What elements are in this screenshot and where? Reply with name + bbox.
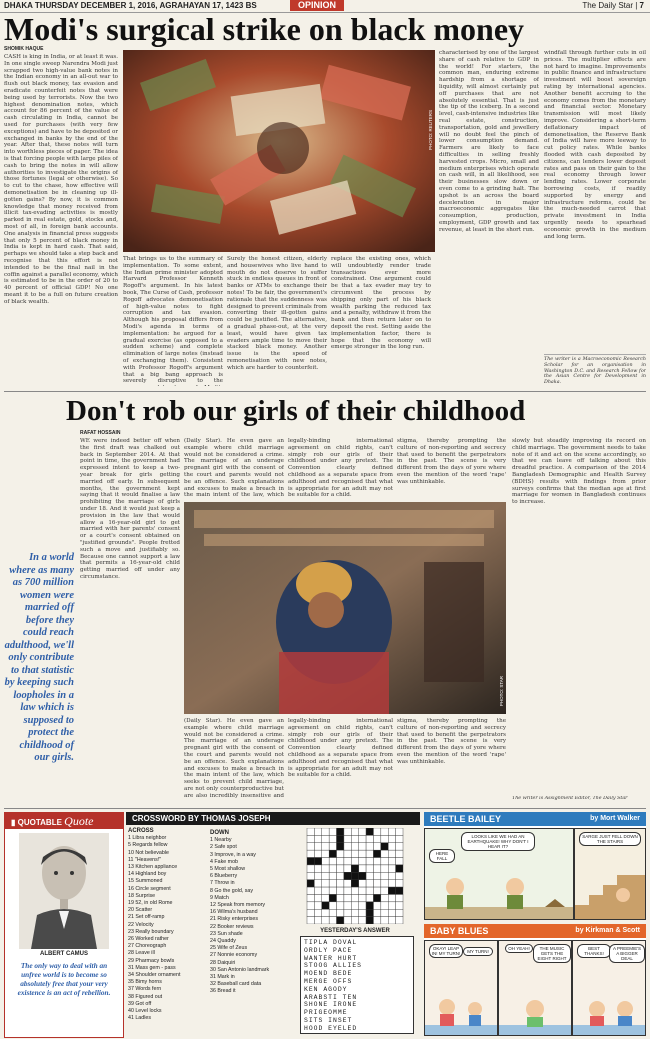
- divider: [4, 808, 646, 809]
- crossword-cell[interactable]: [373, 858, 380, 865]
- crossword-cell[interactable]: [381, 858, 388, 865]
- crossword-cell[interactable]: [359, 909, 366, 916]
- crossword-cell[interactable]: [307, 843, 314, 850]
- down-clue: 36 Bread it: [210, 988, 236, 995]
- crossword-cell[interactable]: [373, 909, 380, 916]
- crossword-cell[interactable]: [322, 902, 329, 909]
- crossword-cell[interactable]: [373, 835, 380, 842]
- crossword-cell[interactable]: [396, 872, 403, 879]
- crossword-cell[interactable]: [381, 872, 388, 879]
- crossword-cell[interactable]: [337, 858, 344, 865]
- down-clues: DOWN 1 Nearby 2 Safe spot 3 Improve, in a way 4 Fake mob 5 Most shallow 6 Blueberry 7 Throw in 8 Go the gold, say 9 Match 12 Speak from memory 16 Wilma's husband 21 Risky enterprises 22 Booker reviews 23 Sun shade 24 Quaddy 25 Wife of Zeus 27 Nonnie economy 28 Daiquiri 30 San Antonio landmark 31 Mark in 32 Baseball card data 36 Bread it: [210, 828, 288, 996]
- baby-bubble-2: MY TURN!: [463, 947, 493, 956]
- crossword-cell[interactable]: [351, 902, 358, 909]
- answer-title: YESTERDAY'S ANSWER: [320, 928, 390, 934]
- crossword-cell[interactable]: [351, 872, 358, 879]
- answer-row: ARABSTI TEN: [304, 993, 358, 1001]
- crossword-cell[interactable]: [373, 872, 380, 879]
- answer-row: MOEND BEDE: [304, 970, 353, 978]
- crossword-cell[interactable]: [314, 858, 321, 865]
- answer-row: PRIGEOMME: [304, 1009, 348, 1017]
- crossword-cell[interactable]: [351, 865, 358, 872]
- down-clue: 31 Mark in: [210, 974, 235, 981]
- crossword-cell[interactable]: [307, 872, 314, 879]
- down-clue: 5 Most shallow: [210, 866, 246, 873]
- crossword-cell[interactable]: [396, 909, 403, 916]
- crossword-cell[interactable]: [344, 858, 351, 865]
- crossword-cell[interactable]: [381, 917, 388, 924]
- article2-col8: stigma, thereby prompting the culture of non-reporting and secrecy that used to benefit the perpetrators in the past. The scene is very different from the days of yore where even the mention of the word 'rape' was unthinkable.: [397, 718, 506, 765]
- crossword-cell[interactable]: [381, 909, 388, 916]
- crossword-cell[interactable]: [373, 865, 380, 872]
- crossword-cell[interactable]: [351, 887, 358, 894]
- crossword-cell[interactable]: [359, 858, 366, 865]
- crossword-cell[interactable]: [314, 894, 321, 901]
- crossword-cell[interactable]: [366, 887, 373, 894]
- crossword-cell[interactable]: [337, 902, 344, 909]
- beetle-bubble-1: LOOKS LIKE WE HAD AN EARTHQUAKE! WHY DON'T I HEAR IT?: [461, 832, 535, 851]
- crossword-cell[interactable]: [359, 872, 366, 879]
- article2-col4: stigma, thereby prompting the culture of non-reporting and secrecy that used to benefit the perpetrators in the past. The scene is very different from the days of yore where even the mention of the word 'rape' was unthinkable.: [397, 438, 506, 485]
- crossword-cell[interactable]: [314, 865, 321, 872]
- article1-col5: characterised by one of the largest share of cash relative to GDP in the world! For starters, the common man, enduring extreme hardship from a shortage of liquidity, will almost certainly put off purchases that are not absolutely essential. That is just the tip of the iceberg. In a second level, cash-intensive industries like real estate, construction, transportation, gold and jewellery will no doubt feel the pinch of lower consumption demand. Farmers are likely to face difficulties in selling freshly harvested crops. Micro, small and medium enterprises which operate on cash will, in all likelihood, see their businesses slow down or even come to a grinding halt. The upshot is an across the board deceleration in major macroeconomic aggregates like consumption, production, employment, GDP growth and tax revenue, at least in the short run.: [439, 50, 539, 233]
- crossword-cell[interactable]: [351, 917, 358, 924]
- down-clue: 7 Throw in: [210, 880, 235, 887]
- masthead-right: The Daily Star | 7: [582, 1, 644, 10]
- crossword-cell[interactable]: [329, 917, 336, 924]
- crossword-cell[interactable]: [381, 850, 388, 857]
- crossword-cell[interactable]: [373, 917, 380, 924]
- crossword-cell[interactable]: [381, 865, 388, 872]
- crossword-cell[interactable]: [351, 850, 358, 857]
- crossword-title: CROSSWORD BY THOMAS JOSEPH: [126, 812, 420, 825]
- answer-row: KEN AGODY: [304, 985, 348, 993]
- crossword-cell[interactable]: [329, 894, 336, 901]
- answer-row: SHONE IRONE: [304, 1001, 358, 1009]
- crossword-cell[interactable]: [359, 850, 366, 857]
- crossword-cell[interactable]: [359, 880, 366, 887]
- crossword-cell[interactable]: [396, 880, 403, 887]
- crossword-cell[interactable]: [396, 894, 403, 901]
- crossword-cell[interactable]: [381, 843, 388, 850]
- crossword-cell[interactable]: [344, 894, 351, 901]
- crossword-cell[interactable]: [359, 917, 366, 924]
- article2-title[interactable]: Don't rob our girls of their childhood: [66, 395, 526, 427]
- down-clue: 24 Quaddy: [210, 938, 236, 945]
- crossword-cell[interactable]: [388, 872, 395, 879]
- crossword-cell[interactable]: [366, 828, 373, 835]
- crossword-cell[interactable]: [307, 828, 314, 835]
- crossword-cell[interactable]: [307, 902, 314, 909]
- crossword-cell[interactable]: [322, 865, 329, 872]
- across-clues: ACROSS 1 Libra neighbor 5 Regards fellow 10 Not believable 11 "Heavens!" 13 Kitchen appliance 14 Highland boy 15 Summoned 16 Circle segment 18 Surprise 19 52, in old Rome 20 Scatter 21 Set off-ramp 22 Velocity 23 Really boundary 26 Worked rather 27 Choreograph 28 Leave ill 29 Pharmacy bowls 31 Mass gem - pass 34 Shoulder ornament 35 Bimy horns 37 Words fern 38 Figured out 39 Got off 40 Level locks 41 Ladles: [128, 828, 208, 1022]
- crossword-cell[interactable]: [388, 917, 395, 924]
- crossword-cell[interactable]: [329, 865, 336, 872]
- across-clue: 26 Worked rather: [128, 936, 169, 943]
- crossword-cell[interactable]: [314, 880, 321, 887]
- crossword-cell[interactable]: [337, 880, 344, 887]
- across-clue: 21 Set off-ramp: [128, 914, 165, 921]
- crossword-cell[interactable]: [388, 880, 395, 887]
- crossword-cell[interactable]: [344, 843, 351, 850]
- across-clue: 15 Summoned: [128, 878, 163, 885]
- crossword-section: [126, 812, 420, 1036]
- down-clue: 25 Wife of Zeus: [210, 945, 248, 952]
- article2-col1: WE were indeed better off when the first draft was chalked out back in September 2014. At that point in time, the government had expressed intent to keep a two-year break for girls getting married off early. In subsequent months, the government kept saying that it would finalise a law prohibiting the marriage of girls under 18. And it would just keep a provision in the law that would allow a 16-year-old girl to get married with her parents' consent or a court's consent obtained on "justified grounds". People fretted such a move and justifiably so. Because one cannot support a law that permits a 16-year-old child getting married off under any circumstance.: [80, 438, 180, 580]
- crossword-cell[interactable]: [359, 835, 366, 842]
- article2-byline: RAFAT HOSSAIN: [80, 430, 121, 436]
- crossword-cell[interactable]: [388, 835, 395, 842]
- crossword-cell[interactable]: [366, 917, 373, 924]
- crossword-cell[interactable]: [351, 835, 358, 842]
- crossword-cell[interactable]: [337, 887, 344, 894]
- article2-image-credit: PHOTO: STAR: [499, 675, 504, 706]
- baby-panel-1: [424, 940, 498, 1036]
- crossword-cell[interactable]: [381, 894, 388, 901]
- across-clue: 1 Libra neighbor: [128, 835, 167, 842]
- quote-header: ▮ QUOTABLE Quote: [5, 813, 123, 829]
- article1-col2: That brings us to the summary of implementation. To some extent, the Indian prime minister adopted Harvard Professor Kenneth Rogoff's argument. In his latest book, The Curse of Cash, professor Rogoff advocates demonetisation of high-value notes to fight corruption and tax evasion. Although his proposal differs from Modi's agenda in terms of implementation: he argued for a gradual exercise (as opposed to a sudden scheme) and complete elimination of large notes (instead of exchanging them). Consistent with Professor Rogoff's argument that a big bang approach is severely disruptive to the: [123, 256, 223, 385]
- quote-box: [4, 812, 124, 1038]
- crossword-cell[interactable]: [344, 917, 351, 924]
- crossword-cell[interactable]: [366, 902, 373, 909]
- article1-col3: Surely the honest citizen, elderly and housewives who live hand to mouth do not deserve to suffer stuck in endless queues in front of banks or ATMs to exchange their notes! To be fair, the government's rationale that the suddenness was designed to prevent criminals from converting their ill-gotten gains could be justified. The alternative, a gradual phase-out, at the very least, would have given tax evaders ample time to move their stacked black money. Another issue is the speed of remonetisation with new notes, which are harder to counterfeit.: [227, 256, 327, 371]
- crossword-cell[interactable]: [322, 872, 329, 879]
- baby-bubble-6: A PREEMIE'S A BIGGER DEAL: [609, 944, 645, 963]
- article2-col6: (Daily Star). He even gave an example where child marriage would not be considered a crime. The marriage of an underage pregnant girl with the consent of the court and parents would not be an offence. Such explanations and excuses to make a breach in the main intent of the law, which seeks to prevent child marriage, are not only counterproductive but are also incredibly insensitive and: [184, 718, 284, 798]
- crossword-cell[interactable]: [344, 865, 351, 872]
- crossword-cell[interactable]: [366, 894, 373, 901]
- crossword-cell[interactable]: [388, 858, 395, 865]
- across-clue: 11 "Heavens!": [128, 856, 162, 863]
- across-clue: 38 Figured out: [128, 993, 163, 1000]
- across-clue: 19 52, in old Rome: [128, 900, 173, 907]
- crossword-cell[interactable]: [366, 880, 373, 887]
- crossword-cell[interactable]: [314, 843, 321, 850]
- quote-icon: ▮: [11, 818, 18, 827]
- down-clue: 23 Sun shade: [210, 930, 243, 937]
- article2-author-note: The writer is Assignment Editor, The Daily Star: [512, 796, 628, 801]
- crossword-cell[interactable]: [388, 902, 395, 909]
- crossword-cell[interactable]: [322, 850, 329, 857]
- crossword-cell[interactable]: [329, 858, 336, 865]
- crossword-cell[interactable]: [373, 902, 380, 909]
- section-label: OPINION: [290, 0, 344, 11]
- answer-row: SITS INSET: [304, 1016, 353, 1024]
- crossword-cell[interactable]: [359, 828, 366, 835]
- crossword-cell[interactable]: [388, 828, 395, 835]
- down-clue: 12 Speak from memory: [210, 902, 266, 909]
- crossword-cell[interactable]: [307, 850, 314, 857]
- quote-text: The only way to deal with an unfree world is to become so absolutely free that your very existence is an act of rebellion.: [17, 961, 111, 997]
- crossword-cell[interactable]: [344, 909, 351, 916]
- crossword-cell[interactable]: [344, 880, 351, 887]
- crossword-cell[interactable]: [337, 909, 344, 916]
- answer-row: WANTER HURT: [304, 954, 358, 962]
- crossword-cell[interactable]: [329, 887, 336, 894]
- crossword-cell[interactable]: [366, 909, 373, 916]
- crossword-cell[interactable]: [351, 894, 358, 901]
- crossword-cell[interactable]: [337, 894, 344, 901]
- beetle-panel-2: [574, 828, 646, 920]
- crossword-cell[interactable]: [314, 902, 321, 909]
- down-clue: 32 Baseball card data: [210, 981, 262, 988]
- crossword-cell[interactable]: [359, 887, 366, 894]
- crossword-cell[interactable]: [359, 865, 366, 872]
- crossword-cell[interactable]: [314, 828, 321, 835]
- across-clue: 22 Velocity: [128, 921, 154, 928]
- crossword-cell[interactable]: [307, 835, 314, 842]
- crossword-cell[interactable]: [381, 887, 388, 894]
- across-clue: 16 Circle segment: [128, 885, 171, 892]
- crossword-cell[interactable]: [396, 902, 403, 909]
- crossword-cell[interactable]: [366, 850, 373, 857]
- answer-row: TIPLA DOVAL: [304, 939, 358, 946]
- crossword-cell[interactable]: [337, 828, 344, 835]
- crossword-cell[interactable]: [307, 865, 314, 872]
- article2-pullquote: In a world where as many as 700 million women were married off before they could reach adulthood, we'll only contribute to that statistic by keeping such loopholes in a law which is supposed to protect the childhood of our girls.: [4, 552, 74, 763]
- baby-panel-3: [572, 940, 646, 1036]
- crossword-cell[interactable]: [373, 887, 380, 894]
- baby-bubble-4: THE MUSIC GETS THE EIGHT RIGHT: [533, 944, 571, 963]
- crossword-cell[interactable]: [314, 872, 321, 879]
- crossword-cell[interactable]: [344, 850, 351, 857]
- crossword-cell[interactable]: [329, 872, 336, 879]
- crossword-cell[interactable]: [307, 894, 314, 901]
- crossword-cell[interactable]: [373, 880, 380, 887]
- beetle-panel-1: [424, 828, 574, 920]
- article1-col6: windfall through further cuts in oil prices. The multiplier effects are not hard to imagine. Improvements in public finance and infrastructure investment will boost sovereign rating by international agencies. Another benefit accruing to the economy comes from the monetary and financial sector. Monetary transmission will most likely improve. Considering a short-term deflationary impact of demonetisation, the Reserve Bank of India will have more leeway to cut policy rates. While banks flooded with cash deposited by citizens, can lenders lower deposit rates and pass on their gain to the real economy through lower lending rates. Lower corporate borrowing costs, if readily supported by energy and infrastructure reforms, could be the much-needed carrot that private investment in India urgently needs to spearhead economic growth in the medium and long term.: [544, 50, 646, 240]
- quote-author: ALBERT CAMUS: [40, 951, 88, 957]
- crossword-cell[interactable]: [381, 828, 388, 835]
- crossword-cell[interactable]: [337, 835, 344, 842]
- article1-title[interactable]: Modi's surgical strike on black money: [4, 11, 525, 47]
- crossword-cell[interactable]: [366, 843, 373, 850]
- article1-byline: SHOMIK HAQUE: [4, 46, 44, 52]
- across-clue: 5 Regards fellow: [128, 842, 168, 849]
- crossword-cell[interactable]: [307, 909, 314, 916]
- baby-bubble-5: BEST THANKS!: [577, 944, 611, 958]
- across-clue: 23 Really boundary: [128, 928, 174, 935]
- crossword-cell[interactable]: [337, 917, 344, 924]
- across-clue: 31 Mass gem - pass: [128, 964, 176, 971]
- crossword-cell[interactable]: [322, 917, 329, 924]
- crossword-cell[interactable]: [344, 835, 351, 842]
- article2-image: [184, 502, 506, 714]
- crossword-cell[interactable]: [344, 872, 351, 879]
- crossword-cell[interactable]: [373, 894, 380, 901]
- baby-bubble-3: OH YEAH!: [505, 944, 533, 953]
- down-clue: 21 Risky enterprises: [210, 916, 258, 923]
- crossword-cell[interactable]: [329, 843, 336, 850]
- crossword-cell[interactable]: [373, 843, 380, 850]
- across-clue: 41 Ladles: [128, 1015, 151, 1022]
- crossword-cell[interactable]: [373, 828, 380, 835]
- crossword-cell[interactable]: [307, 887, 314, 894]
- down-clue: 22 Booker reviews: [210, 923, 254, 930]
- across-clue: 29 Pharmacy bowls: [128, 957, 175, 964]
- crossword-cell[interactable]: [388, 887, 395, 894]
- beetle-bubble-2: HERE FALL: [429, 849, 455, 863]
- crossword-cell[interactable]: [329, 850, 336, 857]
- down-clue: 4 Fake mob: [210, 858, 238, 865]
- crossword-cell[interactable]: [322, 894, 329, 901]
- crossword-cell[interactable]: [337, 843, 344, 850]
- article1-image: [123, 50, 435, 252]
- dateline: DHAKA THURSDAY DECEMBER 1, 2016, AGRAHAYAN 17, 1423 BS: [4, 1, 257, 10]
- crossword-cell[interactable]: [322, 887, 329, 894]
- crossword-cell[interactable]: [337, 872, 344, 879]
- crossword-cell[interactable]: [388, 894, 395, 901]
- crossword-cell[interactable]: [322, 909, 329, 916]
- across-clue: 28 Leave ill: [128, 950, 155, 957]
- beetle-bailey-strip: [424, 812, 646, 920]
- down-clue: 27 Nonnie economy: [210, 952, 258, 959]
- crossword-cell[interactable]: [351, 858, 358, 865]
- down-clue: 1 Nearby: [210, 837, 232, 844]
- article2-col5: slowly but steadily improving its record on child marriage. The government needs to take note of it and act on the scene accordingly, so that we can leave off talking about this dreadful practice. A comparison of the 2014 Bangladesh Demographic and Health Survey (BDHS) results with findings from prior surveys confirms that the median age at first marriage for women in Bangladesh continues to increase.: [512, 438, 646, 506]
- crossword-cell[interactable]: [373, 850, 380, 857]
- crossword-cell[interactable]: [396, 858, 403, 865]
- across-clue: 39 Got off: [128, 1000, 152, 1007]
- across-clue: 40 Level locks: [128, 1008, 162, 1015]
- down-clue: 3 Improve, in a way: [210, 851, 256, 858]
- crossword-cell[interactable]: [329, 835, 336, 842]
- crossword-cell[interactable]: [344, 887, 351, 894]
- answer-row: STOOG ALLIES: [304, 962, 363, 970]
- crossword-grid[interactable]: [292, 828, 418, 924]
- crossword-cell[interactable]: [351, 909, 358, 916]
- crossword-cell[interactable]: [307, 880, 314, 887]
- article1-col4: replace the existing ones, which will undoubtedly render trade transactions ever more constrained. One argument could be that a tax evader may try to circumvent the process by shipping only part of his black wealth parking the reduced tax and a penalty, withdraw it from the bank and then return later on to deposit the rest. Setting aside the implementation factor, there is hope that the economy will emerge stronger in the long run.: [331, 256, 431, 351]
- camus-portrait: [19, 833, 109, 949]
- down-clue: 28 Daiquiri: [210, 959, 236, 966]
- beetle-bubble-3: SARGE JUST FELL DOWN THE STAIRS: [579, 832, 641, 846]
- crossword-cell[interactable]: [314, 850, 321, 857]
- crossword-cell[interactable]: [314, 887, 321, 894]
- baby-blues-strip: [424, 924, 646, 1036]
- crossword-cell[interactable]: [322, 835, 329, 842]
- crossword-cell[interactable]: [396, 865, 403, 872]
- crossword-cell[interactable]: [322, 843, 329, 850]
- crossword-cell[interactable]: [337, 865, 344, 872]
- crossword-cell[interactable]: [366, 872, 373, 879]
- answer-grid: [300, 936, 414, 1034]
- crossword-cell[interactable]: [351, 880, 358, 887]
- crossword-cell[interactable]: [359, 902, 366, 909]
- crossword-cell[interactable]: [396, 850, 403, 857]
- crossword-cell[interactable]: [344, 902, 351, 909]
- crossword-cell[interactable]: [381, 835, 388, 842]
- baby-bubble-1: OKAY! LEAP IN! MY TURN!: [429, 944, 463, 958]
- crossword-cell[interactable]: [359, 894, 366, 901]
- article2-col7: legally-binding international agreement on child rights, can't simply rob our girls of their childhood under any pretext. The Convention clearly defined childhood as a separate space from adulthood and recognised that what is appropriate for an adult may not be suitable for a child.: [288, 718, 393, 779]
- down-clue: 2 Safe spot: [210, 844, 237, 851]
- beetle-bailey-header: BEETLE BAILEY by Mort Walker: [424, 812, 646, 826]
- across-clue: 13 Kitchen appliance: [128, 864, 178, 871]
- crossword-cell[interactable]: [307, 858, 314, 865]
- down-clue: 8 Go the gold, say: [210, 887, 253, 894]
- answer-row: ORDLY PACE: [304, 946, 353, 954]
- crossword-cell[interactable]: [381, 880, 388, 887]
- crossword-cell[interactable]: [388, 843, 395, 850]
- crossword-cell[interactable]: [396, 828, 403, 835]
- down-clue: 6 Blueberry: [210, 873, 238, 880]
- crossword-cell[interactable]: [344, 828, 351, 835]
- crossword-cell[interactable]: [322, 828, 329, 835]
- crossword-cell[interactable]: [337, 850, 344, 857]
- across-clue: 10 Not believable: [128, 849, 169, 856]
- crossword-cell[interactable]: [314, 917, 321, 924]
- article2-col3: legally-binding international agreement on child rights, can't simply rob our girls of their childhood under any pretext. The Convention clearly defined childhood as a separate space from adulthood and recognised that what is appropriate for an adult may not be suitable for a child.: [288, 438, 393, 498]
- across-clue: 37 Words fern: [128, 986, 162, 993]
- article1-author-note: The writer is a Macroeconomic Research Scholar for an organisation in Washington D.C. and Research Fellow for the Asian Centre for Development in Dhaka.: [544, 354, 646, 389]
- crossword-cell[interactable]: [388, 850, 395, 857]
- crossword-cell[interactable]: [351, 843, 358, 850]
- answer-row: HOOD EYELED: [304, 1024, 358, 1032]
- across-clue: 14 Highland boy: [128, 871, 167, 878]
- crossword-cell[interactable]: [366, 865, 373, 872]
- across-clue: 27 Choreograph: [128, 943, 167, 950]
- crossword-cell[interactable]: [351, 828, 358, 835]
- baby-panel-2: [498, 940, 572, 1036]
- article1-image-credit: PHOTO: REUTERS: [428, 110, 433, 150]
- crossword-cell[interactable]: [322, 858, 329, 865]
- crossword-cell[interactable]: [381, 902, 388, 909]
- crossword-cell[interactable]: [366, 858, 373, 865]
- crossword-cell[interactable]: [329, 828, 336, 835]
- across-clue: 34 Shoulder ornament: [128, 972, 181, 979]
- crossword-cell[interactable]: [307, 917, 314, 924]
- crossword-cell[interactable]: [388, 865, 395, 872]
- crossword-cell[interactable]: [396, 835, 403, 842]
- answer-row: MERGE OFFS: [304, 977, 353, 985]
- across-clue: 35 Bimy horns: [128, 979, 162, 986]
- crossword-cell[interactable]: [388, 909, 395, 916]
- across-clue: 18 Surprise: [128, 892, 156, 899]
- crossword-cell[interactable]: [314, 909, 321, 916]
- baby-blues-header: BABY BLUES by Kirkman & Scott: [424, 924, 646, 938]
- article1-col1: CASH is king in India, or at least it was. In one single sweep Narendra Modi just scrapped two high-value bank notes in the Indian economy in an all-out war to flush out black money, tax evasion and eradicate counterfeit notes that were being used by terrorists. Now the two highest denomination notes, which account for 86 percent of the value of cash circulating in India, cannot be used for purchases (with very few exceptions) and have to be deposited or exchanged in banks by the end of the year. After that, these notes will turn into worthless pieces of paper. The idea is that forcing people with large piles of cash to bring the notes in will allow authorities to investigate the origins of those fortunes (legal or otherwise). So to cut to the chase, how effective will demonetisation be in cleaning up ill-gotten gains? By now, it is common knowledge that money received from illicit tax-evading activities is mostly parked in real estate, gold, stocks and, most of all, in foreign bank accounts. One analysis in financial press suggests that only 5 percent of black money in India is kept in hard cash. That said, perhaps we should take a step back and recognise that this effort is not intended to be the final nail in the coffin against a parallel economy, which is estimated to be in the order of 20 to 40 percent of official GDP! No one meant it to be a full on future creation of black wealth.: [4, 54, 118, 305]
- crossword-cell[interactable]: [329, 902, 336, 909]
- crossword-cell[interactable]: [329, 880, 336, 887]
- divider: [4, 391, 646, 392]
- crossword-cell[interactable]: [396, 887, 403, 894]
- down-clue: 9 Match: [210, 894, 229, 901]
- down-clue: 16 Wilma's husband: [210, 909, 258, 916]
- crossword-cell[interactable]: [322, 880, 329, 887]
- across-clue: 20 Scatter: [128, 907, 153, 914]
- crossword-cell[interactable]: [396, 917, 403, 924]
- crossword-cell[interactable]: [359, 843, 366, 850]
- crossword-cell[interactable]: [314, 835, 321, 842]
- down-clue: 30 San Antonio landmark: [210, 966, 270, 973]
- article2-col2: (Daily Star). He even gave an example where child marriage would not be considered a crime. The marriage of an underage pregnant girl with the consent of the court and parents would not be an offence. Such explanations and excuses to make a breach in the main intent of the law, which: [184, 438, 284, 498]
- crossword-cell[interactable]: [329, 909, 336, 916]
- crossword-cell[interactable]: [396, 843, 403, 850]
- crossword-cell[interactable]: [366, 835, 373, 842]
